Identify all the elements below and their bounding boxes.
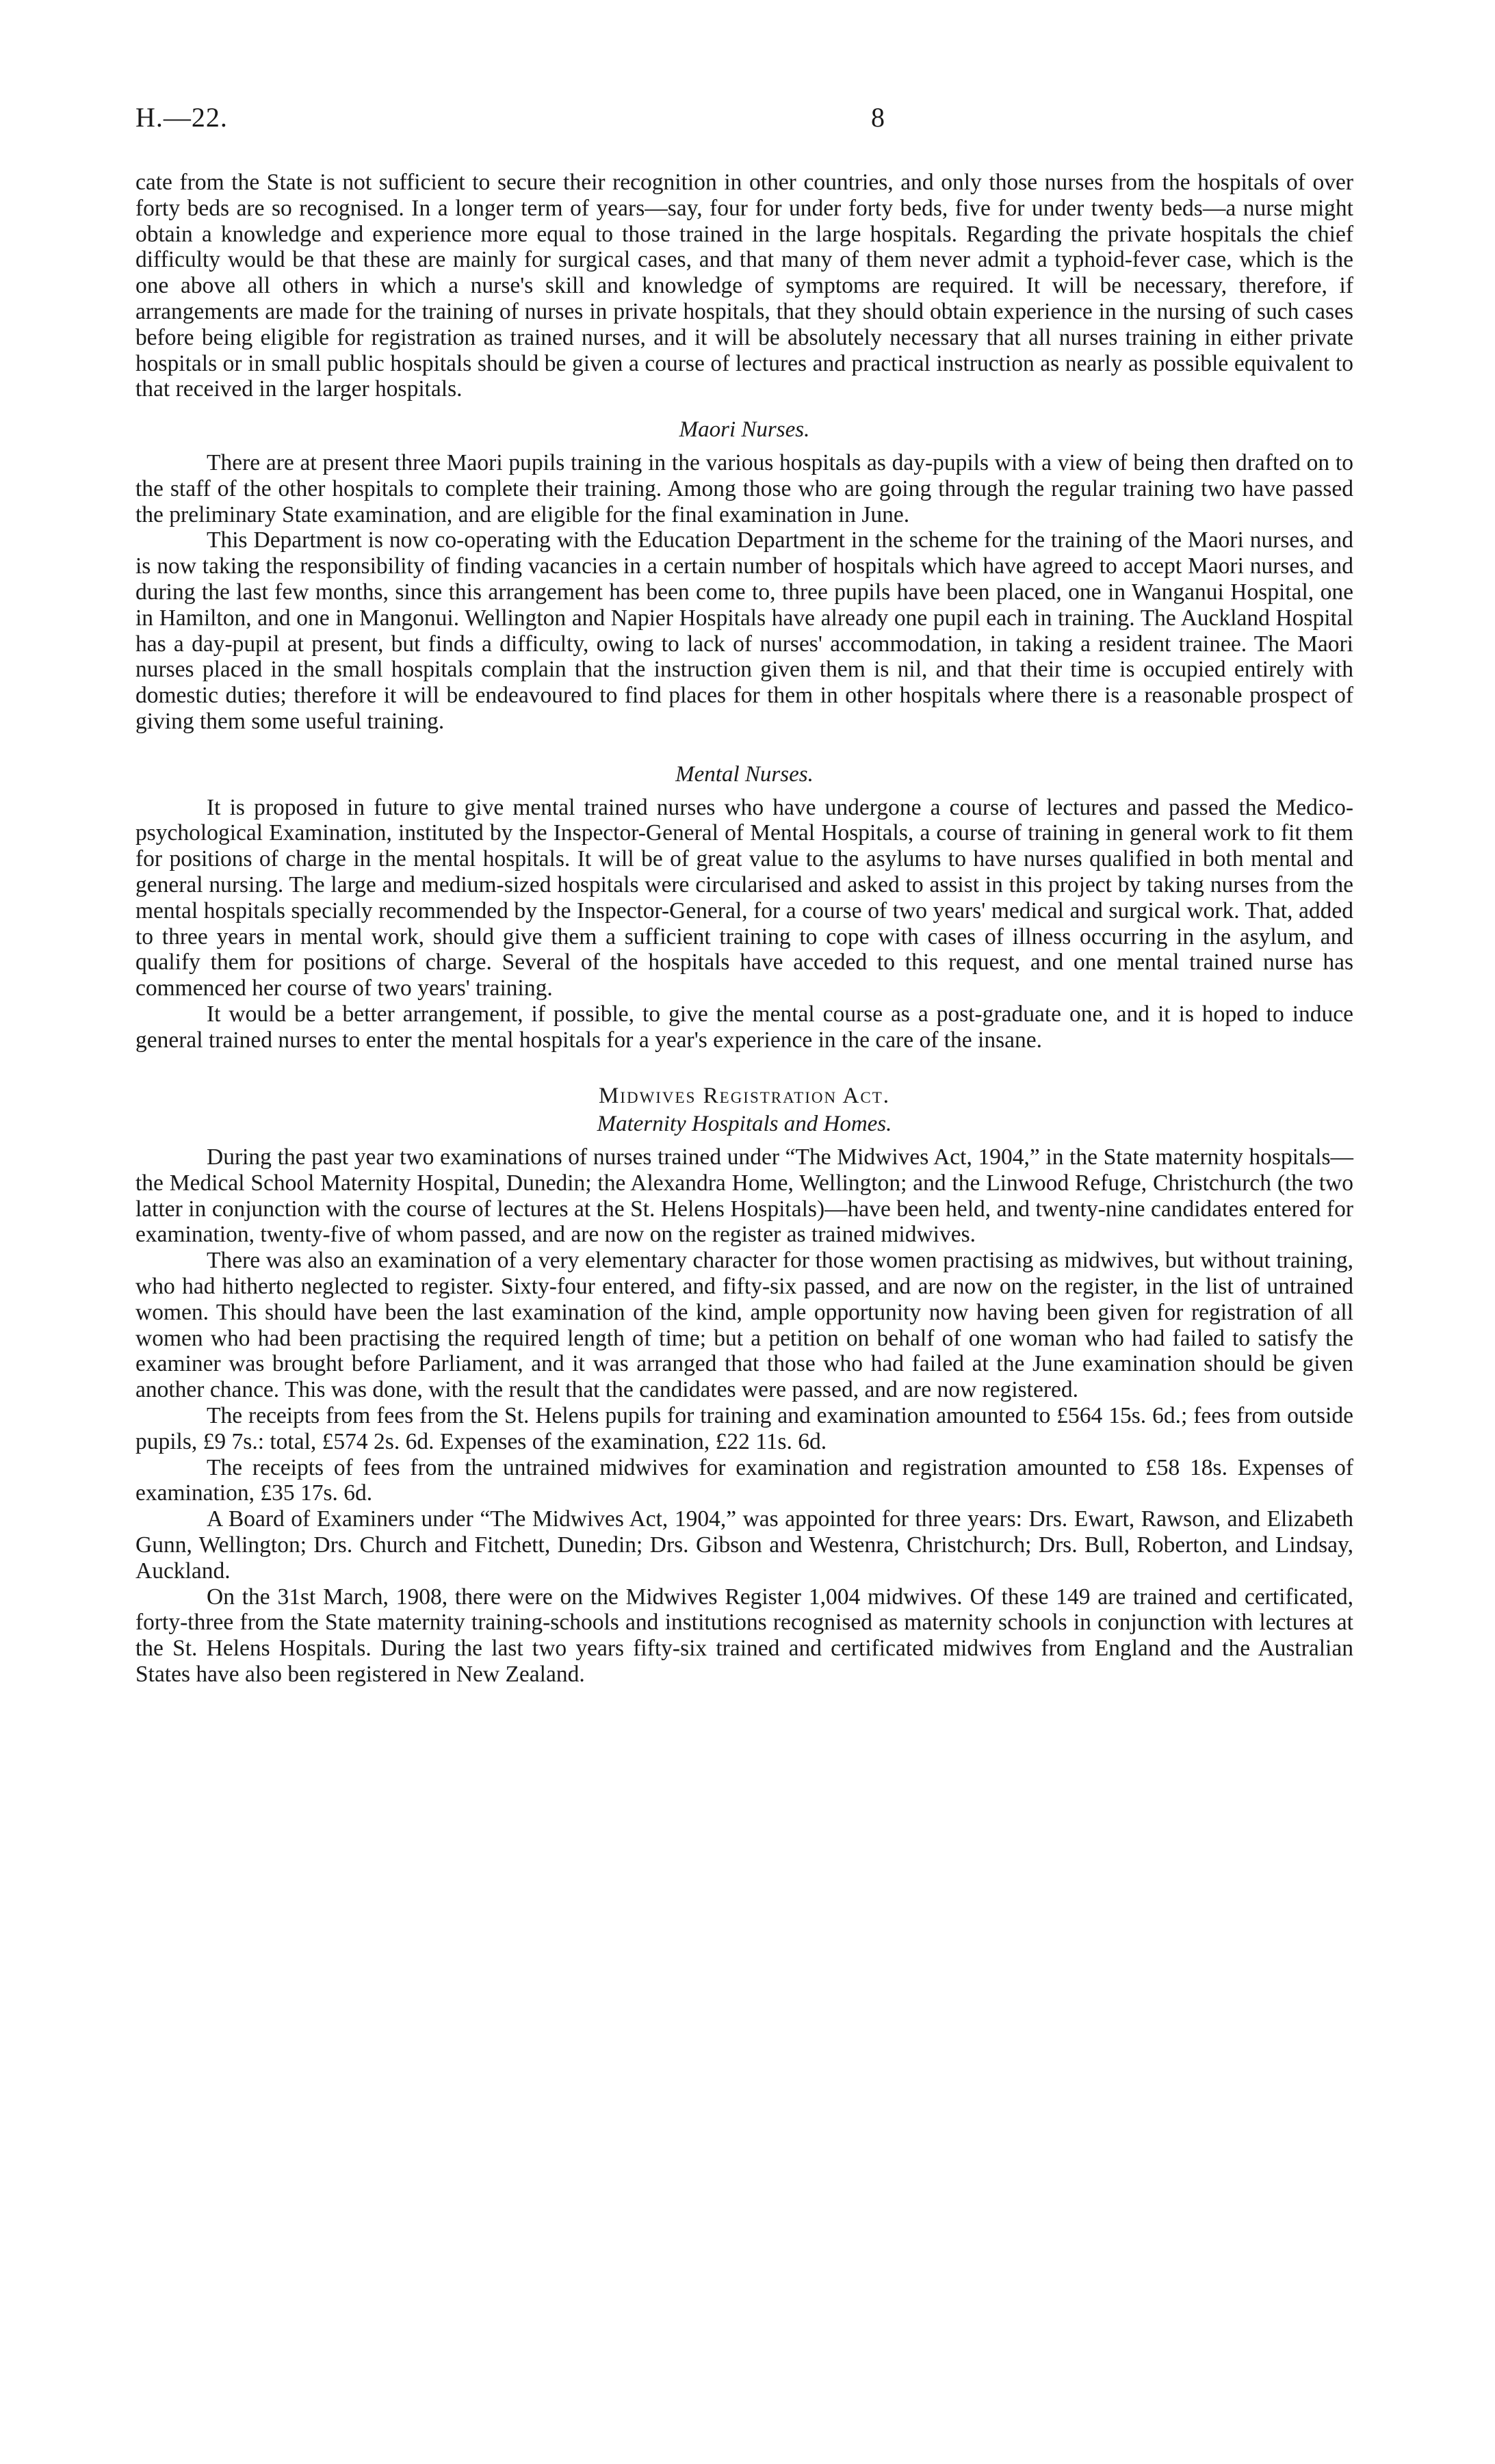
page-header	[135, 101, 1353, 142]
body-text	[135, 170, 1353, 1688]
paragraph-mental-arrangement: It would be a better arrangement, if possible, to give the mental course as a post-graduate one, and it is hoped to induce general trained nurses to enter the mental hospitals for a year's experience in the care of the insane.	[135, 1001, 1353, 1053]
section-heading-mental-nurses: Mental Nurses.	[675, 761, 814, 787]
paragraph-continuation: cate from the State is not sufficient to secure their recognition in other countries, and only those nurses from the hospitals of over forty beds are so recognised. In a longer term of years—say, four for under forty beds, five for under twenty beds—a nurse might obtain a knowledge and experience more equal to those trained in the large hospitals. Regarding the private hospitals the chief difficulty would be that these are mainly for surgical cases, and that many of them never admit a typhoid-fever case, which is the one above all others in which a nurse's skill and knowledge of symptoms are required. It will be necessary, therefore, if arrangements are made for the training of nurses in private hospitals, that they should obtain experience in the nursing of such cases before being eligible for registration as trained nurses, and it will be absolutely necessary that all nurses training in either private hospitals or in small public hospitals should be given a course of lectures and practical instruction as nearly as possible equivalent to that received in the larger hospitals.	[135, 170, 1353, 402]
section-heading-midwives-act: Midwives Registration Act.	[598, 1083, 891, 1108]
paragraph-receipts-untrained: The receipts of fees from the untrained midwives for examination and registration amounted to £58 18s. Expenses of examination, £35 17s. 6d.	[135, 1454, 1353, 1506]
document-reference: H.—22.	[135, 102, 228, 133]
section-heading-maori-nurses: Maori Nurses.	[679, 417, 810, 443]
paragraph-maori-pupils: There are at present three Maori pupils training in the various hospitals as day-pupils with a view of being then drafted on to the staff of the other hospitals to complete their training. Among those who are going through the regular training two have passed the preliminary State examination, and are eligible for the final examination in June.	[135, 449, 1353, 527]
paragraph-receipts-st-helens: The receipts from fees from the St. Helens pupils for training and examination amounted to £564 15s. 6d.; fees from outside pupils, £9 7s.: total, £574 2s. 6d. Expenses of the examination, £22 11s. 6d.	[135, 1403, 1353, 1454]
paragraph-untrained-midwives: There was also an examination of a very elementary character for those women practising as midwives, but without training, who had hitherto neglected to register. Sixty-four entered, and fifty-six passed, and are now on the register, in the list of untrained women. This should have been the last examination of the kind, ample opportunity now having been given for registration of all women who had been practising the required length of time; but a petition on behalf of one woman who had failed to satisfy the examiner was brought before Parliament, and it was arranged that those who had failed at the June examination should be given another chance. This was done, with the result that the candidates were passed, and are now registered.	[135, 1248, 1353, 1403]
paragraph-maori-department: This Department is now co-operating with the Education Department in the scheme for the training of the Maori nurses, and is now taking the responsibility of finding vacancies in a certain number of hospitals which have agreed to accept Maori nurses, and during the last few months, since this arrangement has been come to, three pupils have been placed, one in Wanganui Hospital, one in Hamilton, and one in Mangonui. Wellington and Napier Hospitals have already one pupil each in training. The Auckland Hospital has a day-pupil at present, but finds a difficulty, owing to lack of nurses' accommodation, in taking a resident trainee. The Maori nurses placed in the small hospitals complain that the instruction given them is nil, and that their time is occupied entirely with domestic duties; therefore it will be endeavoured to find places for them in other hospitals where there is a reasonable prospect of giving them some useful training.	[135, 527, 1353, 734]
subheading-maternity-hospitals: Maternity Hospitals and Homes.	[597, 1112, 892, 1137]
page-number: 8	[871, 102, 885, 133]
paragraph-midwives-register: On the 31st March, 1908, there were on the Midwives Register 1,004 midwives. Of these 149 are trained and certificated, forty-three from the State maternity training-schools and institutions recognised as maternity schools in conjunction with lectures at the St. Helens Hospitals. During the last two years fifty-six trained and certificated midwives from England and the Australian States have also been registered in New Zealand.	[135, 1584, 1353, 1688]
paragraph-mental-proposal: It is proposed in future to give mental trained nurses who have undergone a course of lectures and passed the Medico-psychological Examination, instituted by the Inspector-General of Mental Hospitals, a course of training in general work to fit them for positions of charge in the mental hospitals. It will be of great value to the asylums to have nurses qualified in both mental and general nursing. The large and medium-sized hospitals were circularised and asked to assist in this project by taking nurses from the mental hospitals specially recommended by the Inspector-General, for a course of two years' medical and surgical work. That, added to three years in mental work, should give them a sufficient training to cope with cases of illness occurring in the asylum, and qualify them for positions of charge. Several of the hospitals have acceded to this request, and one mental trained nurse has commenced her course of two years' training.	[135, 794, 1353, 1001]
paragraph-board-of-examiners: A Board of Examiners under “The Midwives Act, 1904,” was appointed for three years: Drs. Ewart, Rawson, and Elizabeth Gunn, Wellington; Drs. Church and Fitchett, Dunedin; Drs. Gibson and Westenra, Christchurch; Drs. Bull, Roberton, and Lindsay, Auckland.	[135, 1506, 1353, 1584]
paragraph-examinations: During the past year two examinations of nurses trained under “The Midwives Act, 1904,” in the State maternity hospitals—the Medical School Maternity Hospital, Dunedin; the Alexandra Home, Wellington; and the Linwood Refuge, Christchurch (the two latter in conjunction with the course of lectures at the St. Helens Hospitals)—have been held, and twenty-nine candidates entered for examination, twenty-five of whom passed, and are now on the register as trained midwives.	[135, 1144, 1353, 1248]
